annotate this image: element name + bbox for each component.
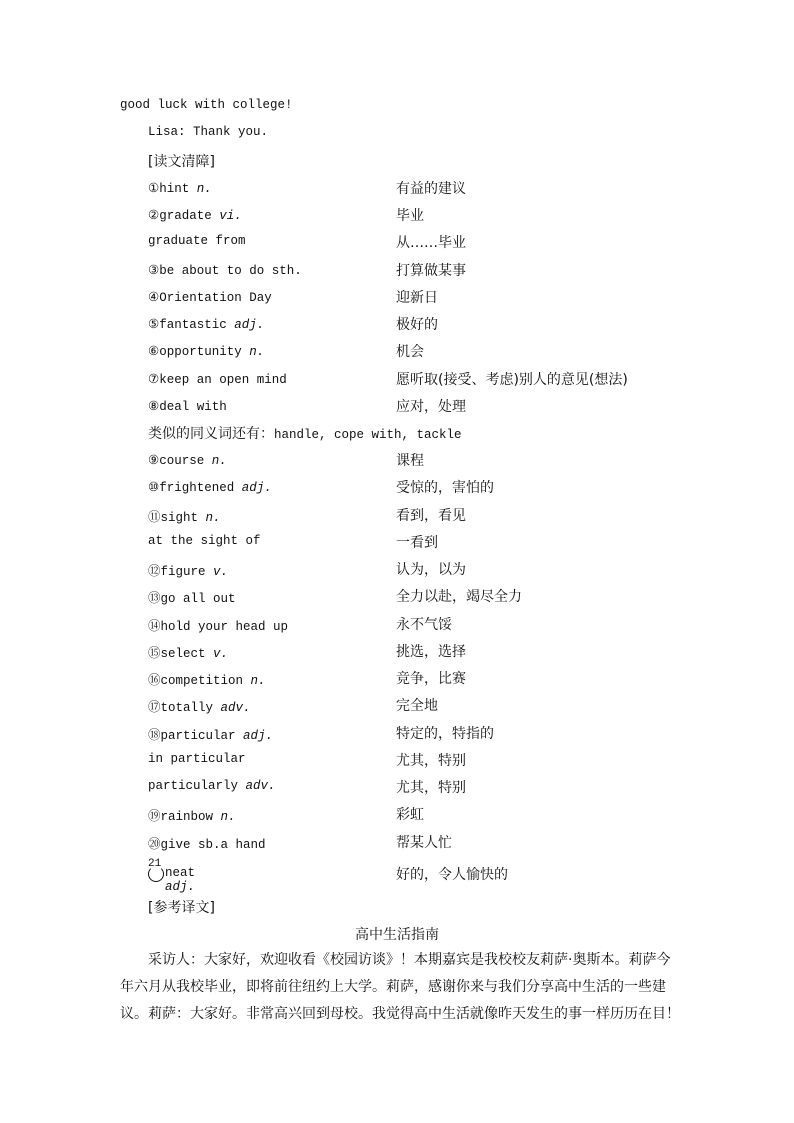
vocab-term: ③be about to do sth. [148, 264, 302, 278]
vocab-term: particularly [148, 779, 239, 793]
section-heading-notes: [读文清障] [148, 154, 215, 170]
vocab-pos: n. [220, 810, 236, 824]
circled-number-ring [148, 866, 164, 882]
vocab-term: ⑦keep an open mind [148, 373, 287, 387]
vocab-meaning: 受惊的，害怕的 [396, 480, 494, 496]
vocab-meaning: 从……毕业 [396, 235, 466, 251]
synonym-prefix: 类似的同义词还有： [148, 426, 274, 442]
vocab-meaning: 帮某人忙 [396, 835, 452, 851]
dialogue-line: Lisa: Thank you. [148, 125, 269, 139]
vocab-row [148, 588, 668, 608]
vocab-term: ⑭hold your head up [148, 620, 289, 634]
vocab-meaning: 永不气馁 [396, 617, 452, 633]
vocab-term: ⑫figure [148, 565, 206, 579]
vocab-meaning: 认为，以为 [396, 562, 466, 578]
vocab-pos: v. [213, 565, 229, 579]
vocab-pos: adv. [220, 701, 251, 715]
vocab-meaning: 课程 [396, 453, 424, 469]
vocab-meaning: 迎新日 [396, 290, 438, 306]
vocab-term: ⑤fantastic [148, 318, 227, 332]
vocab-row [148, 670, 668, 690]
vocab-term: ⑯competition [148, 674, 244, 688]
vocab-term: ⑬go all out [148, 592, 236, 606]
vocab-meaning: 好的，令人愉快的 [396, 867, 508, 883]
vocab-meaning: 机会 [396, 344, 424, 360]
vocab-meaning: 极好的 [396, 317, 438, 333]
vocab-pos: vi. [219, 209, 242, 223]
vocab-meaning: 毕业 [396, 208, 424, 224]
vocab-pos: adv. [245, 779, 276, 793]
translation-paragraph: 莉萨：大家好。非常高兴回到母校。我觉得高中生活就像昨天发生的事一样历历在目！ [148, 1006, 680, 1022]
vocab-term: ⑱particular [148, 729, 236, 743]
vocab-meaning: 完全地 [396, 698, 438, 714]
vocab-row [148, 507, 668, 527]
vocab-term: graduate from [148, 234, 246, 248]
vocab-row [148, 262, 668, 282]
vocab-term: ⑨course [148, 454, 205, 468]
vocab-pos: adj. [234, 318, 265, 332]
vocab-meaning: 应对，处理 [396, 399, 466, 415]
vocab-row [148, 643, 668, 663]
vocab-meaning: 尤其，特别 [396, 753, 466, 769]
vocab-meaning: 全力以赴，竭尽全力 [396, 589, 522, 605]
vocab-number-21: 21 [148, 858, 162, 870]
vocab-row [148, 752, 668, 772]
dialogue-line: good luck with college! [120, 98, 293, 112]
vocab-meaning: 愿听取(接受、考虑)别人的意见(想法) [396, 372, 628, 388]
vocab-pos: n. [205, 511, 221, 525]
synonym-note [148, 423, 462, 443]
vocab-row [148, 289, 668, 309]
vocab-term: ⑳give sb.a hand [148, 838, 266, 852]
vocab-meaning: 有益的建议 [396, 181, 466, 197]
vocab-row [148, 806, 668, 826]
vocab-row [148, 398, 668, 418]
vocab-meaning: 看到，看见 [396, 508, 466, 524]
vocab-meaning: 竞争，比赛 [396, 671, 466, 687]
vocab-term: ②gradate [148, 209, 212, 223]
vocab-pos: adj. [241, 481, 272, 495]
translation-paragraph: 采访人：大家好，欢迎收看《校园访谈》！本期嘉宾是我校校友莉萨·奥斯本。莉萨今年六月从我校毕业，即将前往纽约上大学。莉萨，感谢你来与我们分享高中生活的一些建议。 [120, 952, 671, 1022]
vocab-term: ⑩frightened [148, 481, 235, 495]
vocab-pos: v. [213, 647, 229, 661]
vocab-row [148, 779, 668, 799]
vocab-term: in particular [148, 752, 246, 766]
vocab-row [148, 180, 668, 200]
vocab-pos: n. [250, 674, 266, 688]
vocab-meaning: 尤其，特别 [396, 780, 466, 796]
vocab-pos: n. [211, 454, 227, 468]
vocab-meaning: 彩虹 [396, 807, 424, 823]
vocab-row [148, 697, 668, 717]
vocab-term: ⑥opportunity [148, 345, 242, 359]
vocab-meaning: 打算做某事 [396, 263, 466, 279]
vocab-pos: adj. [243, 729, 274, 743]
vocab-term: at the sight of [148, 534, 261, 548]
vocab-row [148, 616, 668, 636]
vocab-term: ⑧deal with [148, 400, 227, 414]
vocab-row [148, 858, 668, 894]
vocab-row [148, 371, 668, 391]
vocab-term: neat [165, 866, 196, 880]
vocab-meaning: 一看到 [396, 535, 438, 551]
translation-title: 高中生活指南 [355, 927, 439, 943]
vocab-pos: n. [196, 182, 212, 196]
vocab-term: ①hint [148, 182, 190, 196]
vocab-pos: n. [249, 345, 265, 359]
vocab-row [148, 534, 668, 554]
vocab-pos: adj. [165, 880, 196, 894]
vocab-row [148, 452, 668, 472]
section-heading-translation: [参考译文] [148, 900, 215, 916]
synonym-words: handle, cope with, tackle [274, 428, 462, 442]
vocab-row [148, 207, 668, 227]
vocab-row [148, 561, 668, 581]
vocab-row [148, 234, 668, 254]
vocab-row [148, 725, 668, 745]
vocab-row [148, 834, 668, 854]
vocab-meaning: 挑选，选择 [396, 644, 466, 660]
vocab-term: ⑲rainbow [148, 810, 214, 824]
vocab-row [148, 316, 668, 336]
vocab-term: ⑰totally [148, 701, 214, 715]
vocab-term: ④Orientation Day [148, 291, 272, 305]
vocab-row [148, 343, 668, 363]
vocab-meaning: 特定的，特指的 [396, 726, 494, 742]
vocab-row [148, 479, 668, 499]
vocab-term: ⑪sight [148, 511, 199, 525]
vocab-term: ⑮select [148, 647, 206, 661]
